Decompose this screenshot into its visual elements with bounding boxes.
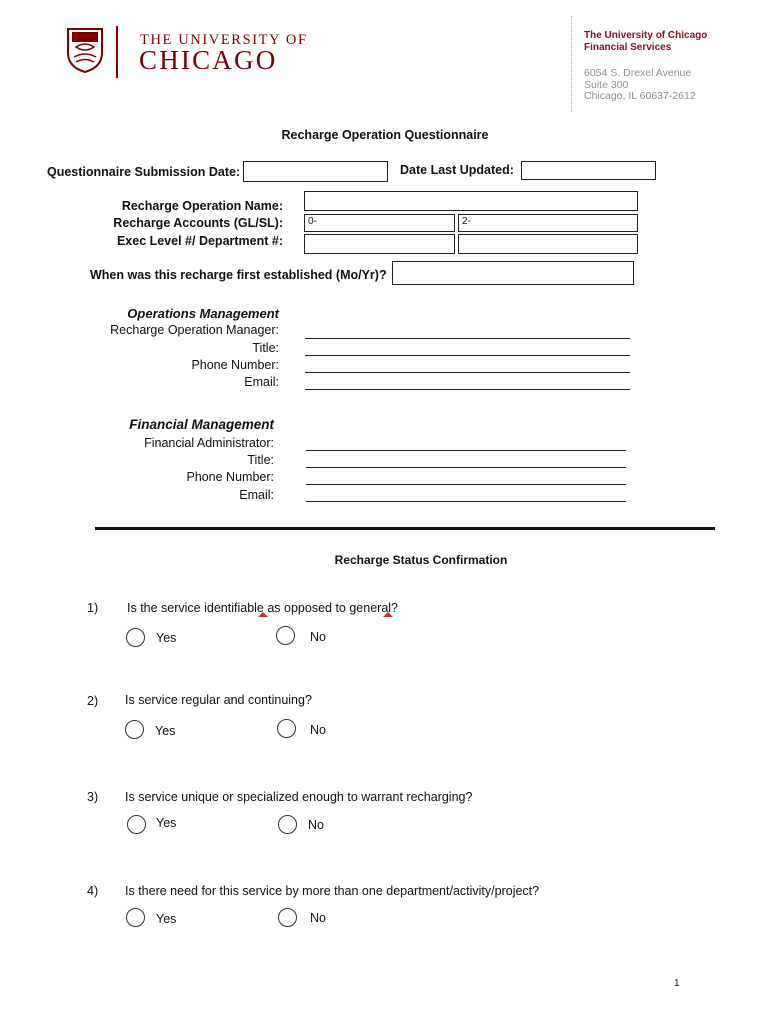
operations-phone-label: Phone Number: [191, 358, 279, 372]
address-line1: 6054 S. Drexel Avenue [584, 67, 692, 79]
question-2-text: Is service regular and continuing? [125, 693, 312, 707]
account-gl-value: 0- [308, 216, 317, 227]
address-line3: Chicago, IL 60637-2612 [584, 90, 696, 102]
question-1-no-radio[interactable] [276, 626, 295, 645]
operations-manager-line[interactable] [305, 338, 630, 339]
spellcheck-marker-icon [258, 612, 268, 617]
question-4-no-label: No [310, 911, 326, 925]
question-1-text: Is the service identifiable as opposed to general? [127, 601, 399, 615]
question-2-yes-label: Yes [155, 724, 176, 738]
financial-administrator-label: Financial Administrator: [144, 436, 274, 450]
date-last-updated-label: Date Last Updated: [400, 163, 514, 177]
org-name-line1: The University of Chicago [584, 30, 708, 41]
question-4-number: 4) [87, 884, 99, 898]
question-3-no-label: No [308, 818, 324, 832]
status-heading: Recharge Status Confirmation [334, 553, 508, 567]
account-gl-field[interactable] [304, 214, 455, 232]
financial-phone-line[interactable] [306, 484, 626, 485]
exec-level-field[interactable] [304, 234, 455, 254]
date-last-updated-field[interactable] [521, 161, 656, 180]
university-seal-icon [66, 27, 104, 73]
question-4-text: Is there need for this service by more than one department/activity/project? [125, 884, 540, 898]
address-line2: Suite 300 [584, 78, 629, 91]
form-title: Recharge Operation Questionnaire [281, 128, 489, 142]
question-4-yes-label: Yes [156, 912, 177, 926]
operations-email-label: Email: [244, 375, 279, 389]
financial-email-label: Email: [239, 488, 274, 502]
operation-name-label: Recharge Operation Name: [121, 199, 283, 213]
question-3-yes-label: Yes [156, 816, 177, 830]
account-sl-value: 2- [462, 216, 471, 227]
logo-divider [116, 26, 118, 78]
operation-name-field[interactable] [304, 191, 638, 211]
question-3-text: Is service unique or specialized enough to warrant recharging? [125, 790, 473, 804]
page-number: 1 [674, 978, 680, 989]
question-1-number: 1) [87, 601, 99, 615]
question-3-no-radio[interactable] [278, 815, 297, 834]
org-name-line2: Financial Services [584, 41, 672, 53]
financial-phone-label: Phone Number: [186, 470, 274, 484]
org-name [584, 30, 707, 53]
operations-management-heading: Operations Management [127, 306, 279, 321]
accounts-label: Recharge Accounts (GL/SL): [113, 216, 283, 230]
established-label: When was this recharge first established (Mo/Yr)? [90, 268, 387, 282]
question-1-yes-label: Yes [156, 631, 177, 645]
operations-manager-label: Recharge Operation Manager: [110, 323, 279, 337]
question-2-no-radio[interactable] [277, 719, 296, 738]
header-divider [571, 16, 574, 112]
spellcheck-marker-icon [383, 612, 393, 617]
financial-management-heading: Financial Management [129, 417, 274, 432]
operations-phone-line[interactable] [305, 372, 630, 373]
question-4-yes-radio[interactable] [126, 908, 145, 927]
question-2-number: 2) [87, 694, 99, 708]
university-name-main: CHICAGO [139, 45, 278, 75]
financial-title-line[interactable] [306, 467, 626, 468]
financial-title-label: Title: [247, 453, 274, 467]
operations-title-line[interactable] [305, 355, 630, 356]
financial-administrator-line[interactable] [306, 450, 626, 451]
question-2-no-label: No [310, 723, 326, 737]
org-address [584, 68, 696, 103]
financial-email-line[interactable] [306, 501, 626, 502]
university-name-top: THE UNIVERSITY OF [140, 32, 308, 48]
question-3-yes-radio[interactable] [127, 815, 146, 834]
operations-title-label: Title: [252, 341, 279, 355]
section-divider [95, 527, 715, 530]
account-sl-field[interactable] [458, 214, 638, 232]
question-2-yes-radio[interactable] [125, 720, 144, 739]
question-1-yes-radio[interactable] [126, 628, 145, 647]
question-1-no-label: No [310, 630, 326, 644]
operations-email-line[interactable] [305, 389, 630, 390]
department-field[interactable] [458, 234, 638, 254]
submission-date-label: Questionnaire Submission Date: [47, 165, 241, 179]
submission-date-field[interactable] [243, 161, 388, 182]
question-3-number: 3) [87, 790, 99, 804]
exec-level-label: Exec Level #/ Department #: [116, 234, 283, 248]
question-4-no-radio[interactable] [278, 908, 297, 927]
established-field[interactable] [392, 261, 634, 285]
